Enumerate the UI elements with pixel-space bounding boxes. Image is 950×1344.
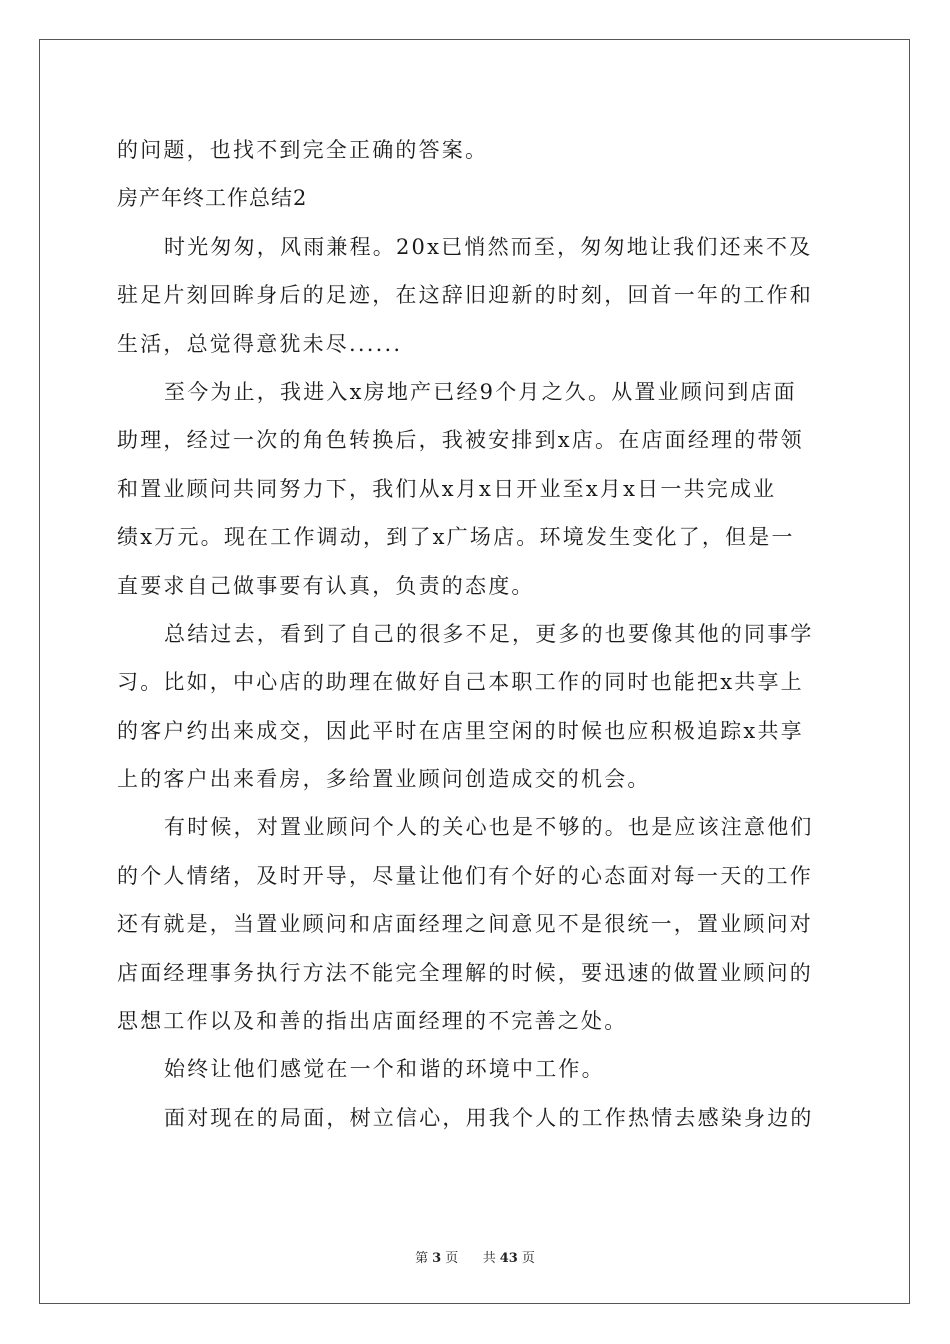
- paragraph-start-line: 总结过去，看到了自己的很多不足，更多的也要像其他的同事学: [164, 621, 814, 646]
- section-heading: 房产年终工作总结2: [117, 186, 308, 211]
- text-line: 直要求自己做事要有认真，负责的态度。: [117, 573, 535, 598]
- paragraph-start-line: 有时候，对置业顾问个人的关心也是不够的。也是应该注意他们: [164, 815, 814, 840]
- paragraph-start-line: 至今为止，我进入x房地产已经9个月之久。从置业顾问到店面: [164, 379, 797, 404]
- text-line: 绩x万元。现在工作调动，到了x广场店。环境发生变化了，但是一: [117, 525, 795, 550]
- page-prefix: 第: [415, 1251, 429, 1266]
- text-line: 店面经理事务执行方法不能完全理解的时候，要迅速的做置业顾问的: [117, 960, 813, 985]
- page-number: 3: [432, 1251, 442, 1266]
- total-pages-label: [481, 1251, 537, 1266]
- text-line: 思想工作以及和善的指出店面经理的不完善之处。: [117, 1009, 628, 1034]
- text-line: 的客户约出来成交，因此平时在店里空闲的时候也应积极追踪x共享: [117, 718, 804, 743]
- text-line: 助理，经过一次的角色转换后，我被安排到x店。在店面经理的带领: [117, 428, 804, 453]
- paragraph-start-line: 时光匆匆，风雨兼程。20x已悄然而至，匆匆地让我们还来不及: [164, 234, 813, 259]
- total-prefix: 共: [482, 1251, 496, 1266]
- text-line: 习。比如，中心店的助理在做好自己本职工作的同时也能把x共享上: [117, 670, 804, 695]
- text-line: 驻足片刻回眸身后的足迹，在这辞旧迎新的时刻，回首一年的工作和: [117, 283, 813, 308]
- total-suffix: 页: [521, 1251, 535, 1266]
- document-body: [117, 126, 837, 1142]
- page-suffix: 页: [445, 1251, 459, 1266]
- text-line: 生活，总觉得意犹未尽......: [117, 331, 403, 356]
- text-line: 和置业顾问共同努力下，我们从x月x日开业至x月x日一共完成业: [117, 476, 777, 501]
- page-number-label: [413, 1251, 460, 1266]
- paragraph-start-line: 始终让他们感觉在一个和谐的环境中工作。: [164, 1057, 605, 1082]
- total-pages: 43: [499, 1251, 518, 1266]
- text-line: 的问题，也找不到完全正确的答案。: [117, 138, 489, 162]
- text-line: 的个人情绪，及时开导，尽量让他们有个好的心态面对每一天的工作: [117, 863, 813, 888]
- text-line: 还有就是，当置业顾问和店面经理之间意见不是很统一，置业顾问对: [117, 912, 813, 937]
- text-line: 上的客户出来看房，多给置业顾问创造成交的机会。: [117, 767, 651, 792]
- page-footer: [0, 1247, 950, 1266]
- paragraph-start-line: 面对现在的局面，树立信心，用我个人的工作热情去感染身边的: [164, 1105, 814, 1130]
